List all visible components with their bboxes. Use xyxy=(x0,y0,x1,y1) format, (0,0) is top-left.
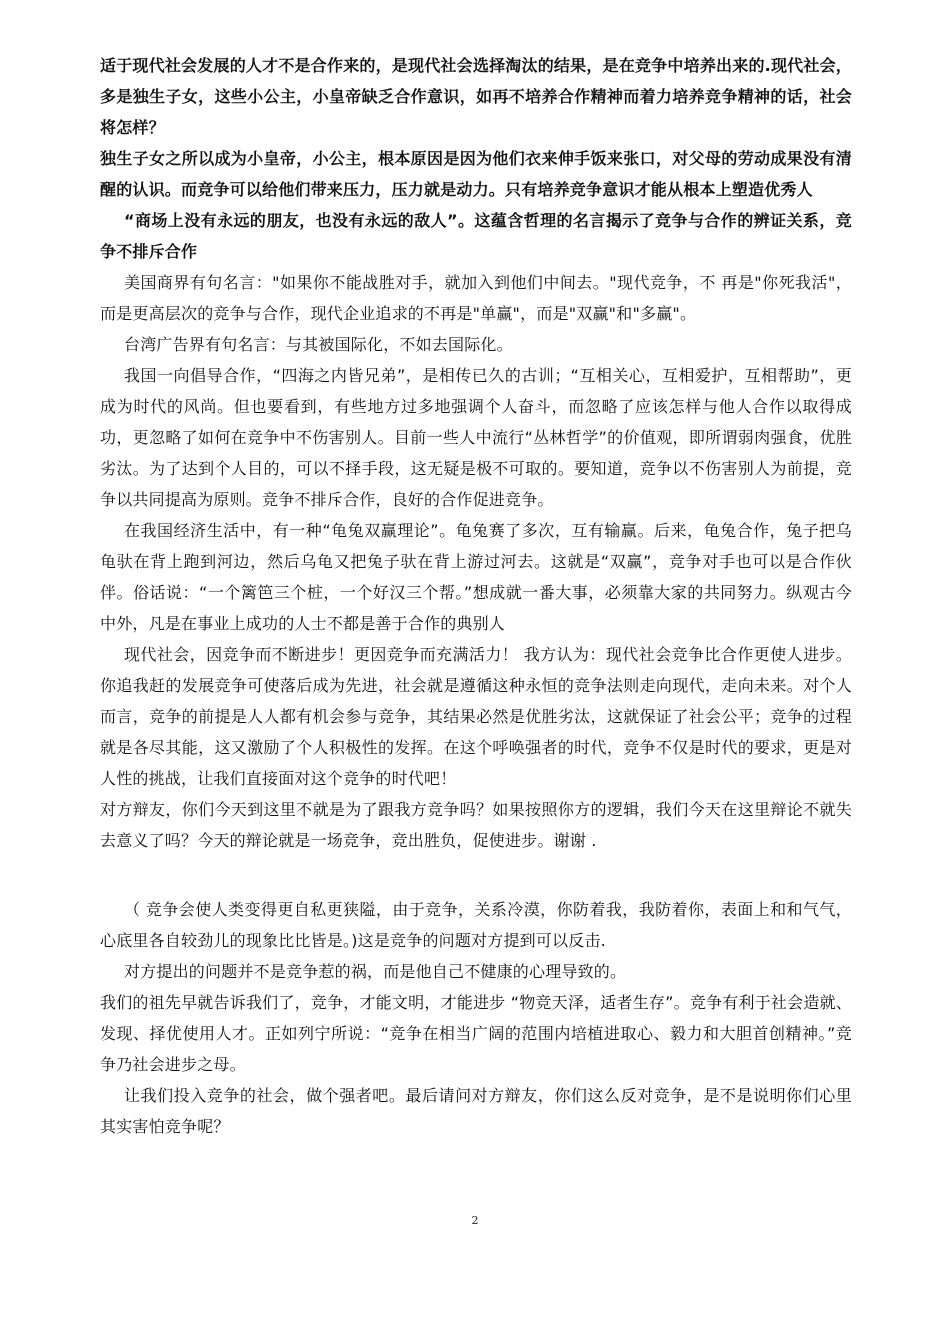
paragraph-8: 现代社会，因竞争而不断进步！更因竞争而充满活力！ 我方认为：现代社会竞争比合作更使人进步。你追我赶的发展竞争可使落后成为先进，社会就是遵循这种永恒的竞争法则走向现代，走向未来。对个人而言，竞争的前提是人人都有机会参与竞争，其结果必然是优胜劣汰，这就保证了社会公平；竞争的过程就是各尽其能，这又激励了个人积极性的发挥。在这个呼唤强者的时代，竞争不仅是时代的要求，更是对人性的挑战，让我们直接面对这个竞争的时代吧！ xyxy=(100,645,852,788)
paragraph-6: 我国一向倡导合作，“四海之内皆兄弟”，是相传已久的古训；“互相关心，互相爱护，互相帮助”，更成为时代的风尚。但也要看到，有些地方过多地强调个人奋斗，而忽略了应该怎样与他人合作以取得成功，更忽略了如何在竞争中不伤害别人。目前一些人中流行“丛林哲学”的价值观，即所谓弱肉强食，优胜劣汰。为了达到个人目的，可以不择手段，这无疑是极不可取的。要知道，竞争以不伤害别人为前提，竞争以共同提高为原则。竞争不排斥合作，良好的合作促进竞争。 xyxy=(100,366,852,509)
paragraph-11: 对方提出的问题并不是竞争惹的祸，而是他自己不健康的心理导致的。 xyxy=(124,962,627,981)
blank-line xyxy=(100,856,852,894)
paragraph-1: 适于现代社会发展的人才不是合作来的，是现代社会选择淘汰的结果，是在竞争中培养出来的.现代社会，多是独生子女，这些小公主，小皇帝缺乏合作意识，如再不培养合作精神而着力培养竞争精神的话，社会将怎样？ xyxy=(100,56,852,137)
paragraph-12: 我们的祖先早就告诉我们了，竞争，才能文明，才能进步 “物竞天泽，适者生存”。竞争有利于社会造就、发现、择优使用人才。正如列宁所说：“竞争在相当广阔的范围内培植进取心、毅力和大胆首创精神。”竞争乃社会进步之母。 xyxy=(100,993,852,1074)
paragraph-5: 台湾广告界有句名言：与其被国际化，不如去国际化。 xyxy=(124,335,513,354)
page-number: 2 xyxy=(471,1214,479,1227)
paragraph-10: （ 竞争会使人类变得更自私更狭隘，由于竞争，关系冷漠，你防着我，我防着你，表面上和和气气，心底里各自较劲儿的现象比比皆是。)这是竞争的问题对方提到可以反击. xyxy=(100,900,852,950)
paragraph-2: 独生子女之所以成为小皇帝，小公主，根本原因是因为他们衣来伸手饭来张口，对父母的劳动成果没有清醒的认识。而竞争可以给他们带来压力，压力就是动力。只有培养竞争意识才能从根本上塑造优秀人 xyxy=(100,149,852,199)
paragraph-7: 在我国经济生活中，有一种“龟兔双赢理论”。龟兔赛了多次，互有输赢。后来，龟兔合作，兔子把乌龟驮在背上跑到河边，然后乌龟又把兔子驮在背上游过河去。这就是“双赢”，竞争对手也可以是合作伙伴。俗话说：“一个篱笆三个桩，一个好汉三个帮。”想成就一番大事，必须靠大家的共同努力。纵观古今中外，凡是在事业上成功的人士不都是善于合作的典别人 xyxy=(100,521,852,633)
paragraph-3: “商场上没有永远的朋友，也没有永远的敌人”。这蕴含哲理的名言揭示了竞争与合作的辨证关系，竞争不排斥合作 xyxy=(100,211,852,261)
paragraph-9: 对方辩友，你们今天到这里不就是为了跟我方竞争吗？如果按照你方的逻辑，我们今天在这里辩论不就失去意义了吗？今天的辩论就是一场竞争，竞出胜负，促使进步。谢谢 . xyxy=(100,800,852,850)
paragraph-4: 美国商界有句名言："如果你不能战胜对手，就加入到他们中间去。"现代竞争，不 再是"你死我活"，而是更高层次的竞争与合作，现代企业追求的不再是"单赢"，而是"双赢"和"多赢"。 xyxy=(100,273,852,323)
paragraph-13: 让我们投入竞争的社会，做个强者吧。最后请问对方辩友，你们这么反对竞争，是不是说明你们心里其实害怕竞争呢？ xyxy=(100,1086,852,1136)
document-body xyxy=(100,50,852,1142)
